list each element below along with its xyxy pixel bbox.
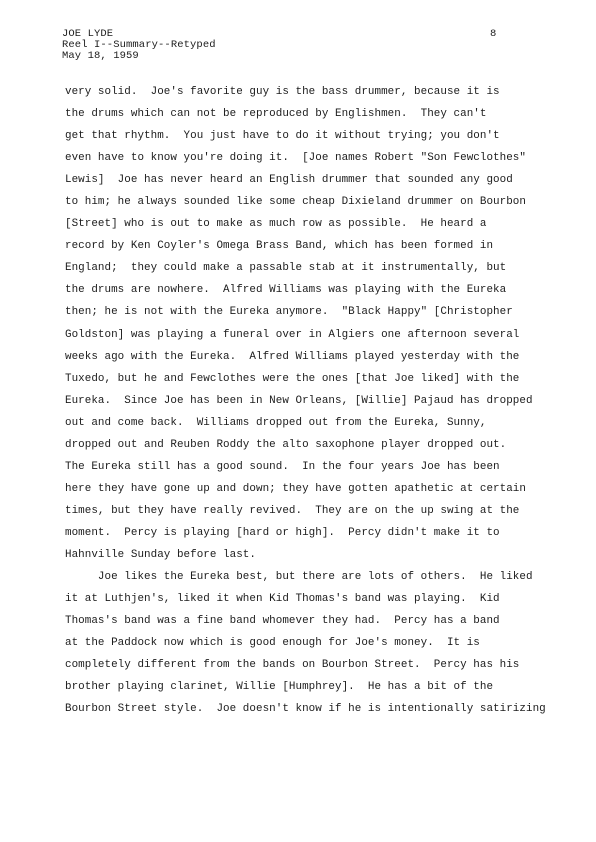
text-line: moment. Percy is playing [hard or high]. Percy didn't make it to xyxy=(65,526,500,539)
text-line: Joe likes the Eureka best, but there are lots of others. He liked xyxy=(65,571,533,584)
text-line: The Eureka still has a good sound. In the four years Joe has been xyxy=(65,460,500,473)
text-line: record by Ken Coyler's Omega Brass Band, which has been formed in xyxy=(65,240,494,253)
text-line: [Street] who is out to make as much row as possible. He heard a xyxy=(65,218,487,231)
text-line: at the Paddock now which is good enough for Joe's money. It is xyxy=(65,637,480,650)
text-line: to him; he always sounded like some cheap Dixieland drummer on Bourbon xyxy=(65,196,526,209)
header-reel: Reel I--Summary--Retyped xyxy=(62,39,216,51)
header-name: JOE LYDE xyxy=(62,28,114,40)
text-line: Lewis] Joe has never heard an English drummer that sounded any good xyxy=(65,174,513,187)
document-header xyxy=(62,29,216,62)
text-line: get that rhythm. You just have to do it without trying; you don't xyxy=(65,130,500,143)
text-line: weeks ago with the Eureka. Alfred Williams played yesterday with the xyxy=(65,350,520,363)
text-line: England; they could make a passable stab at it instrumentally, but xyxy=(65,262,507,275)
text-line: it at Luthjen's, liked it when Kid Thomas's band was playing. Kid xyxy=(65,593,500,606)
text-line: Goldston] was playing a funeral over in Algiers one afternoon several xyxy=(65,328,520,341)
text-line: dropped out and Reuben Roddy the alto saxophone player dropped out. xyxy=(65,438,507,451)
page-number: 8 xyxy=(490,28,497,40)
text-line: Tuxedo, but he and Fewclothes were the ones [that Joe liked] with the xyxy=(65,372,520,385)
text-line: Bourbon Street style. Joe doesn't know if he is intentionally satirizing xyxy=(65,703,546,716)
text-line: completely different from the bands on Bourbon Street. Percy has his xyxy=(65,659,520,672)
text-line: even have to know you're doing it. [Joe names Robert "Son Fewclothes" xyxy=(65,152,526,165)
text-line: brother playing clarinet, Willie [Humphrey]. He has a bit of the xyxy=(65,681,494,694)
body-text xyxy=(65,81,545,720)
text-line: Hahnville Sunday before last. xyxy=(65,548,256,561)
text-line: very solid. Joe's favorite guy is the bass drummer, because it is xyxy=(65,86,500,98)
text-line: Eureka. Since Joe has been in New Orleans, [Willie] Pajaud has dropped xyxy=(65,394,533,407)
text-line: the drums which can not be reproduced by Englishmen. They can't xyxy=(65,108,487,121)
header-date: May 18, 1959 xyxy=(62,50,139,62)
text-line: out and come back. Williams dropped out from the Eureka, Sunny, xyxy=(65,416,487,429)
text-line: Thomas's band was a fine band whomever they had. Percy has a band xyxy=(65,615,500,628)
text-line: then; he is not with the Eureka anymore. "Black Happy" [Christopher xyxy=(65,306,513,319)
text-line: the drums are nowhere. Alfred Williams was playing with the Eureka xyxy=(65,284,507,297)
text-line: here they have gone up and down; they have gotten apathetic at certain xyxy=(65,482,526,495)
text-line: times, but they have really revived. They are on the up swing at the xyxy=(65,504,520,517)
